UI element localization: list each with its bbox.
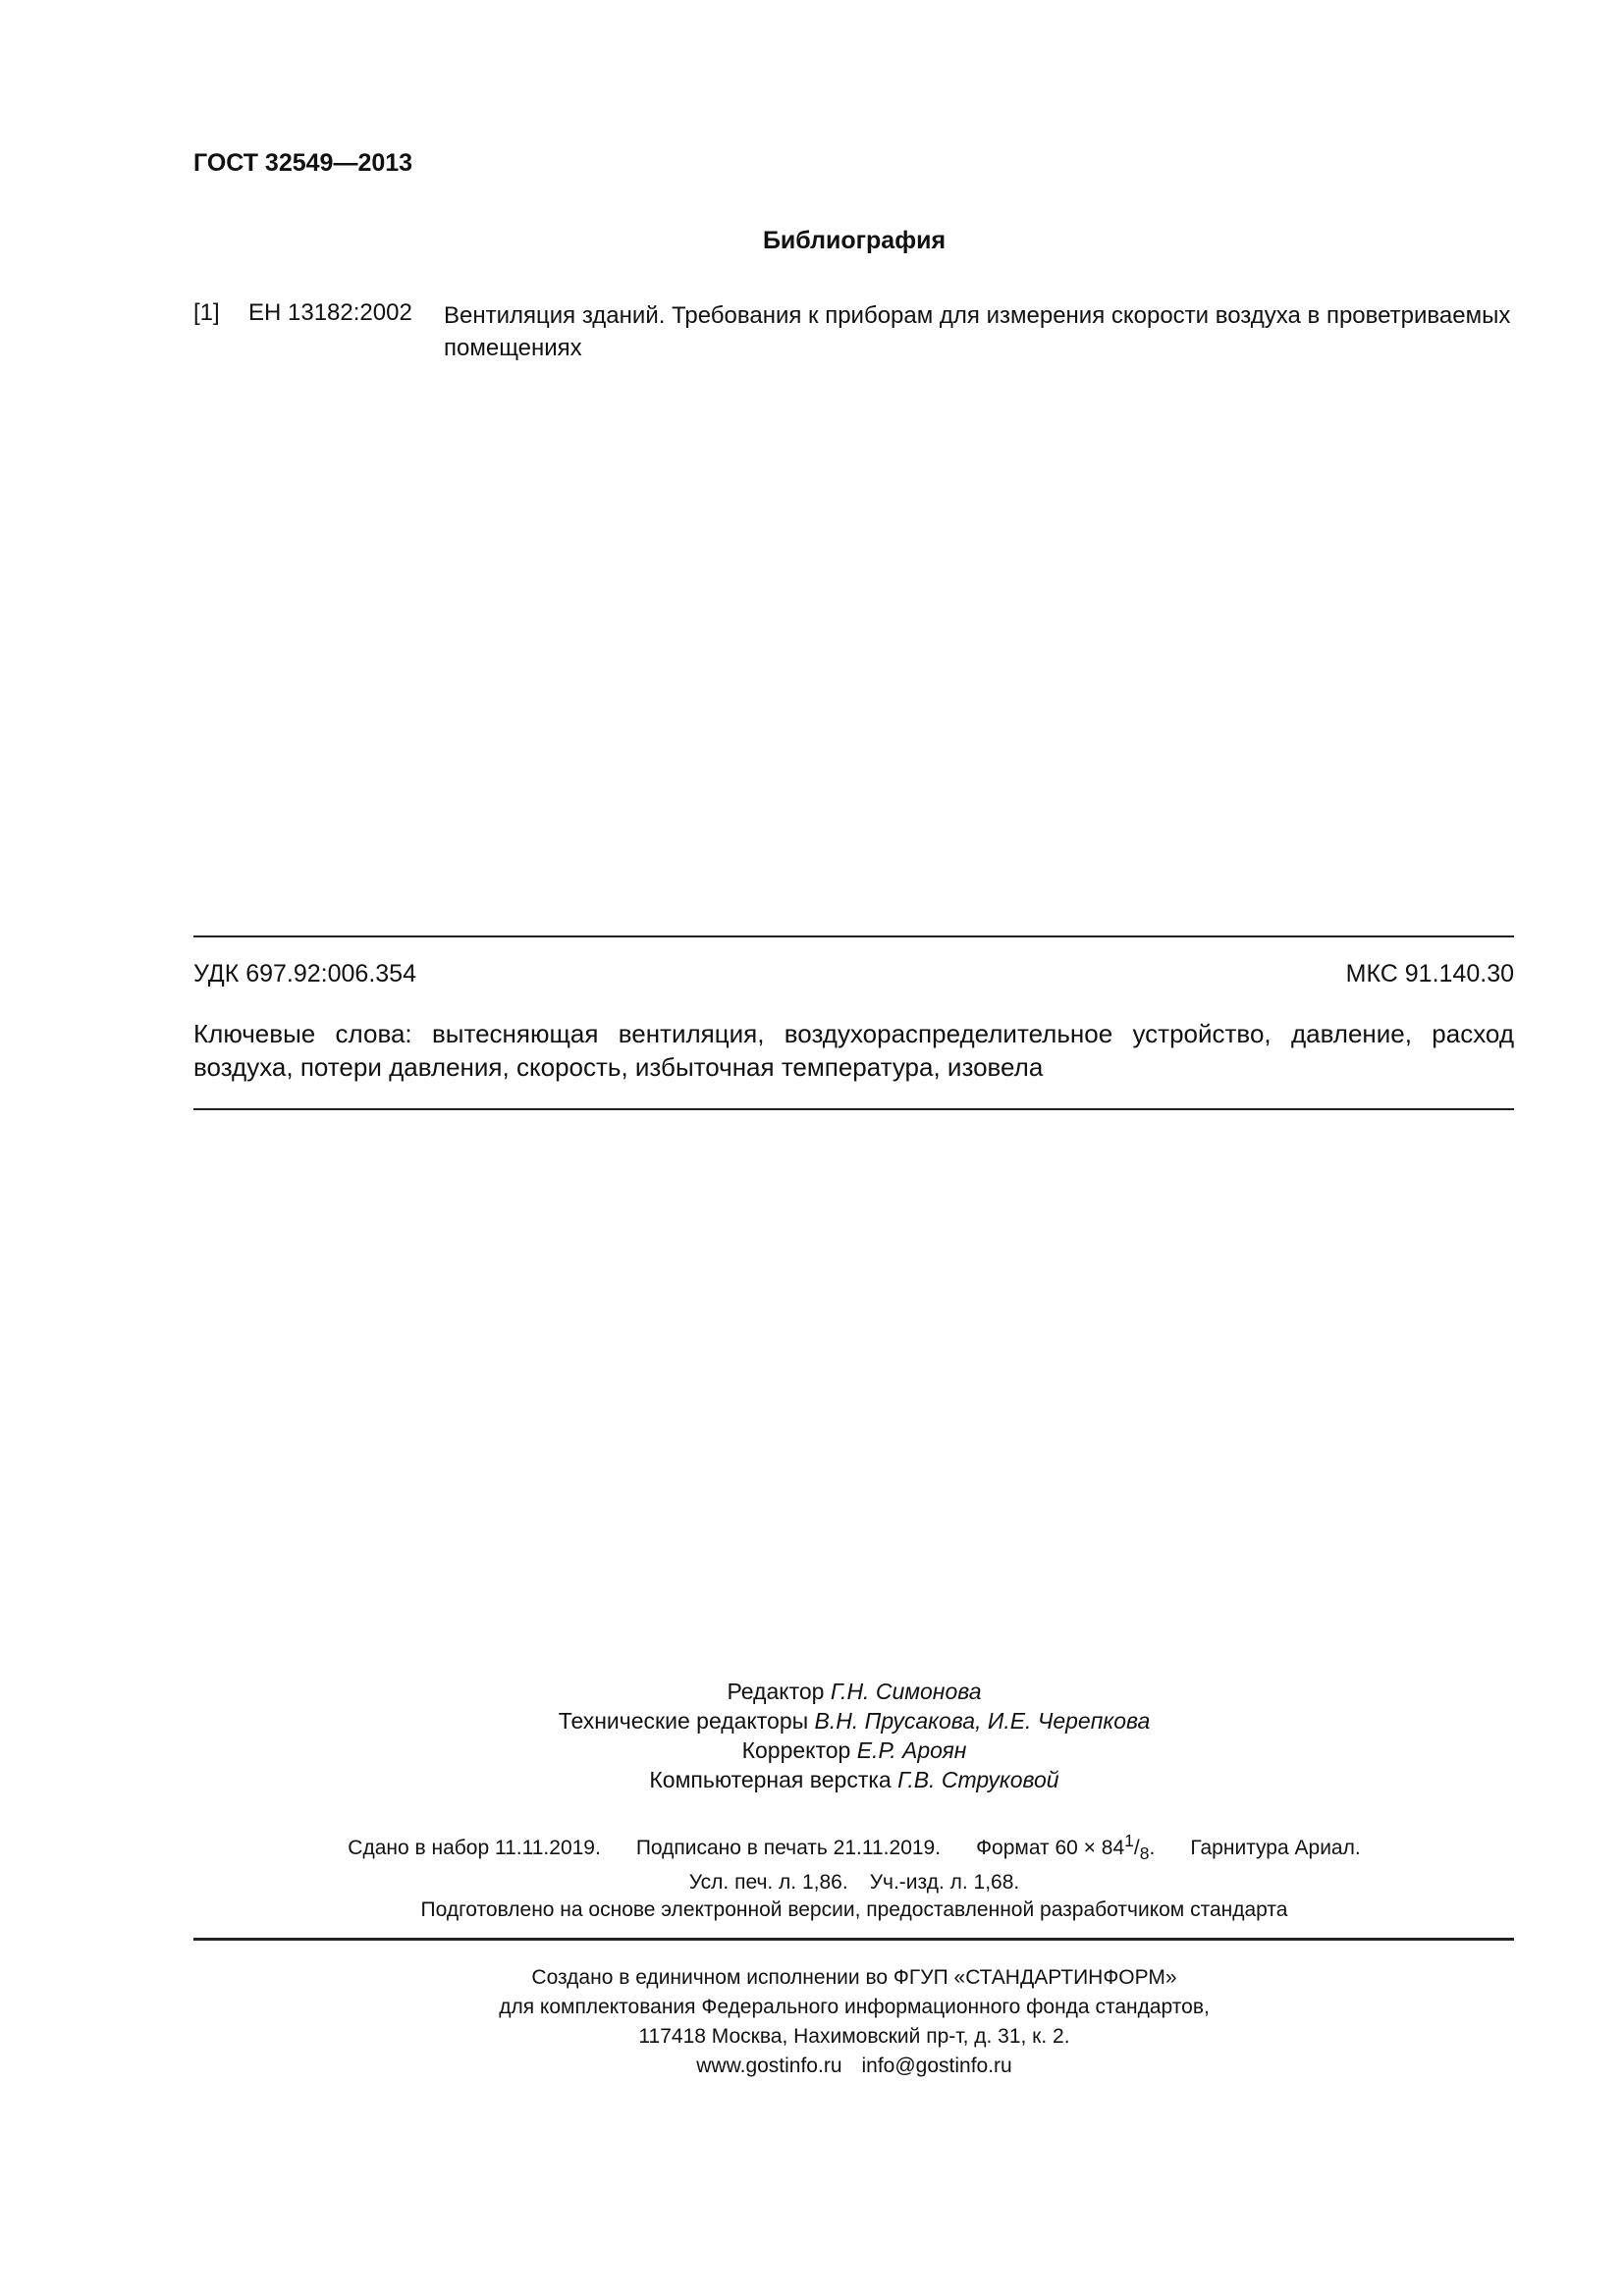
signed-date: Подписано в печать 21.11.2019. xyxy=(635,1837,942,1859)
divider-keywords xyxy=(193,1108,1514,1110)
print-info xyxy=(0,1826,1624,1897)
credits-block xyxy=(0,1677,1624,1794)
corrector-name: Е.Р. Ароян xyxy=(856,1737,967,1763)
corrector-label: Корректор xyxy=(741,1737,851,1763)
editor-label: Редактор xyxy=(727,1679,825,1704)
bibliography-entry-code: ЕН 13182:2002 xyxy=(248,299,412,326)
publisher-contacts xyxy=(0,2052,1624,2081)
udk-code: УДК 697.92:006.354 xyxy=(193,960,416,988)
mks-code: МКС 91.140.30 xyxy=(1345,960,1514,988)
print-info-line-1 xyxy=(0,1826,1624,1868)
website-link[interactable]: www.gostinfo.ru xyxy=(696,2055,842,2077)
layout-label: Компьютерная верстка xyxy=(649,1767,892,1792)
publisher-line-1: Создано в единичном исполнении во ФГУП «СТАНДАРТИНФОРМ» xyxy=(531,1966,1177,1989)
print-info-line-2 xyxy=(0,1868,1624,1897)
prepared-note: Подготовлено на основе электронной версии, предоставленной разработчиком стандарта xyxy=(420,1898,1288,1921)
keywords: Ключевые слова: вытесняющая вентиляция, воздухораспределительное устройство, давление, расход воздуха, потери давления, скорость, избыточная температура, изовела xyxy=(193,1019,1514,1082)
email-link[interactable]: info@gostinfo.ru xyxy=(861,2055,1012,2077)
editor-line xyxy=(0,1677,1624,1706)
sent-date: Сдано в набор 11.11.2019. xyxy=(348,1837,601,1859)
divider-publisher xyxy=(193,1938,1514,1941)
paper-format: Формат $60 \times 84^1/_8$. xyxy=(976,1831,1156,1864)
standard-number: ГОСТ 32549—2013 xyxy=(193,149,413,177)
bibliography-entry-number: [1] xyxy=(193,299,220,326)
tech-editors-names: В.Н. Прусакова, И.Е. Черепкова xyxy=(814,1708,1151,1734)
tech-editors-line xyxy=(0,1706,1624,1735)
publisher-block xyxy=(0,1963,1624,2081)
layout-line xyxy=(0,1765,1624,1794)
editor-name: Г.Н. Симонова xyxy=(830,1679,982,1704)
publishing-sheets: Уч.-изд. л. 1,68. xyxy=(869,1871,1020,1895)
printed-sheets: Усл. печ. л. 1,86. xyxy=(688,1871,848,1895)
typeface: Гарнитура Ариал. xyxy=(1190,1837,1361,1859)
bibliography-title: Библиография xyxy=(762,227,947,254)
bibliography-entry-text: Вентиляция зданий. Требования к приборам для измерения скорости воздуха в проветриваемых помещениях xyxy=(444,302,1511,361)
tech-editors-label: Технические редакторы xyxy=(558,1708,809,1734)
publisher-address: 117418 Москва, Нахимовский пр-т, д. 31, к. 2. xyxy=(638,2025,1070,2048)
publisher-line-2: для комплектования Федерального информационного фонда стандартов, xyxy=(499,1996,1210,2018)
layout-name: Г.В. Струковой xyxy=(897,1767,1059,1792)
corrector-line xyxy=(0,1735,1624,1765)
divider-top xyxy=(193,935,1514,937)
